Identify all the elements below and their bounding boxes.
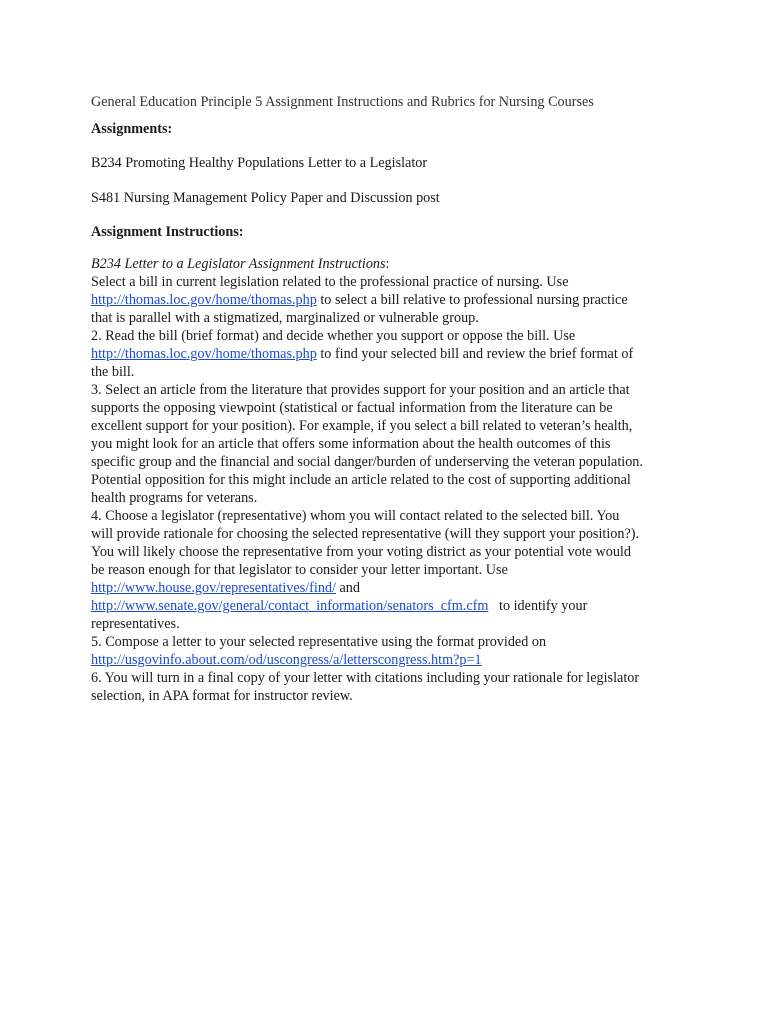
step-3-line-1: 3. Select an article from the literature that provides support for your position and an article that <box>91 382 630 398</box>
step-6-paragraph <box>91 669 691 705</box>
step-4-line-1: 4. Choose a legislator (representative) whom you will contact related to the selected bill. You <box>91 508 620 524</box>
assignment-item-s481: S481 Nursing Management Policy Paper and Discussion post <box>91 190 440 206</box>
step-3-line-5: specific group and the financial and social danger/burden of underserving the veteran population. <box>91 454 643 470</box>
step-5-line-2 <box>91 651 691 669</box>
step-5-line-1: 5. Compose a letter to your selected representative using the format provided on <box>91 634 547 650</box>
step-6-line-2: selection, in APA format for instructor review. <box>91 688 353 704</box>
step-4-line-3: You will likely choose the representative from your voting district as your potential vote would <box>91 544 631 560</box>
step-3-line-4: you might look for an article that offers some information about the health outcomes of this <box>91 436 611 452</box>
step-3-line-3: excellent support for your position). For example, if you select a bill related to veteran’s health, <box>91 418 633 434</box>
step-2-line-1: 2. Read the bill (brief format) and decide whether you support or oppose the bill. Use <box>91 328 576 344</box>
step-3-line-6: Potential opposition for this might include an article related to the cost of supporting additional <box>91 472 631 488</box>
step-5-paragraph <box>91 633 691 669</box>
assignment-item-b234: B234 Promoting Healthy Populations Letter to a Legislator <box>91 155 428 171</box>
sub-heading <box>91 255 691 273</box>
step-4-line-6 <box>91 597 691 615</box>
sub-heading-text: B234 Letter to a Legislator Assignment Instructions <box>91 256 386 272</box>
step-1-line-2-text: to select a bill relative to professional nursing practice <box>316 292 628 308</box>
step-3-line-2: supports the opposing viewpoint (statistical or factual information from the literature can be <box>91 400 613 416</box>
step-1-line-3: that is parallel with a stigmatized, marginalized or vulnerable group. <box>91 310 479 326</box>
house-link[interactable]: http://www.house.gov/representatives/find/ <box>91 580 336 596</box>
step-4-line-5 <box>91 579 691 597</box>
step-4-after-link: to identify your <box>488 598 588 614</box>
step-4-line-2: will provide rationale for choosing the selected representative (will they support your position?). <box>91 526 640 542</box>
step-4-line-4: be reason enough for that legislator to consider your letter important. Use <box>91 562 508 578</box>
step-1-line-1: Select a bill in current legislation related to the professional practice of nursing. Use <box>91 274 569 290</box>
step-2-line-2 <box>91 345 691 363</box>
step-1-line-2 <box>91 291 691 309</box>
document-title: General Education Principle 5 Assignment Instructions and Rubrics for Nursing Courses <box>91 94 594 110</box>
thomas-link-step2[interactable]: http://thomas.loc.gov/home/thomas.php <box>91 346 317 362</box>
sub-heading-colon: : <box>385 256 390 272</box>
step-4-and: and <box>335 580 360 596</box>
assignments-heading: Assignments: <box>91 121 173 137</box>
step-2-paragraph <box>91 327 691 381</box>
step-1-paragraph <box>91 273 691 327</box>
step-2-line-3: the bill. <box>91 364 135 380</box>
step-4-line-7: representatives. <box>91 616 180 632</box>
step-4-paragraph <box>91 507 691 633</box>
step-3-paragraph <box>91 381 691 507</box>
usgovinfo-link[interactable]: http://usgovinfo.about.com/od/uscongress/a/letterscongress.htm?p=1 <box>91 652 482 668</box>
instructions-heading: Assignment Instructions: <box>91 224 244 240</box>
step-2-line-2-text: to find your selected bill and review the brief format of <box>316 346 634 362</box>
document-page <box>91 93 691 705</box>
senate-link[interactable]: http://www.senate.gov/general/contact_information/senators_cfm.cfm <box>91 598 489 614</box>
step-6-line-1: 6. You will turn in a final copy of your letter with citations including your rationale for legislator <box>91 670 640 686</box>
thomas-link-step1[interactable]: http://thomas.loc.gov/home/thomas.php <box>91 292 317 308</box>
step-3-line-7: health programs for veterans. <box>91 490 258 506</box>
